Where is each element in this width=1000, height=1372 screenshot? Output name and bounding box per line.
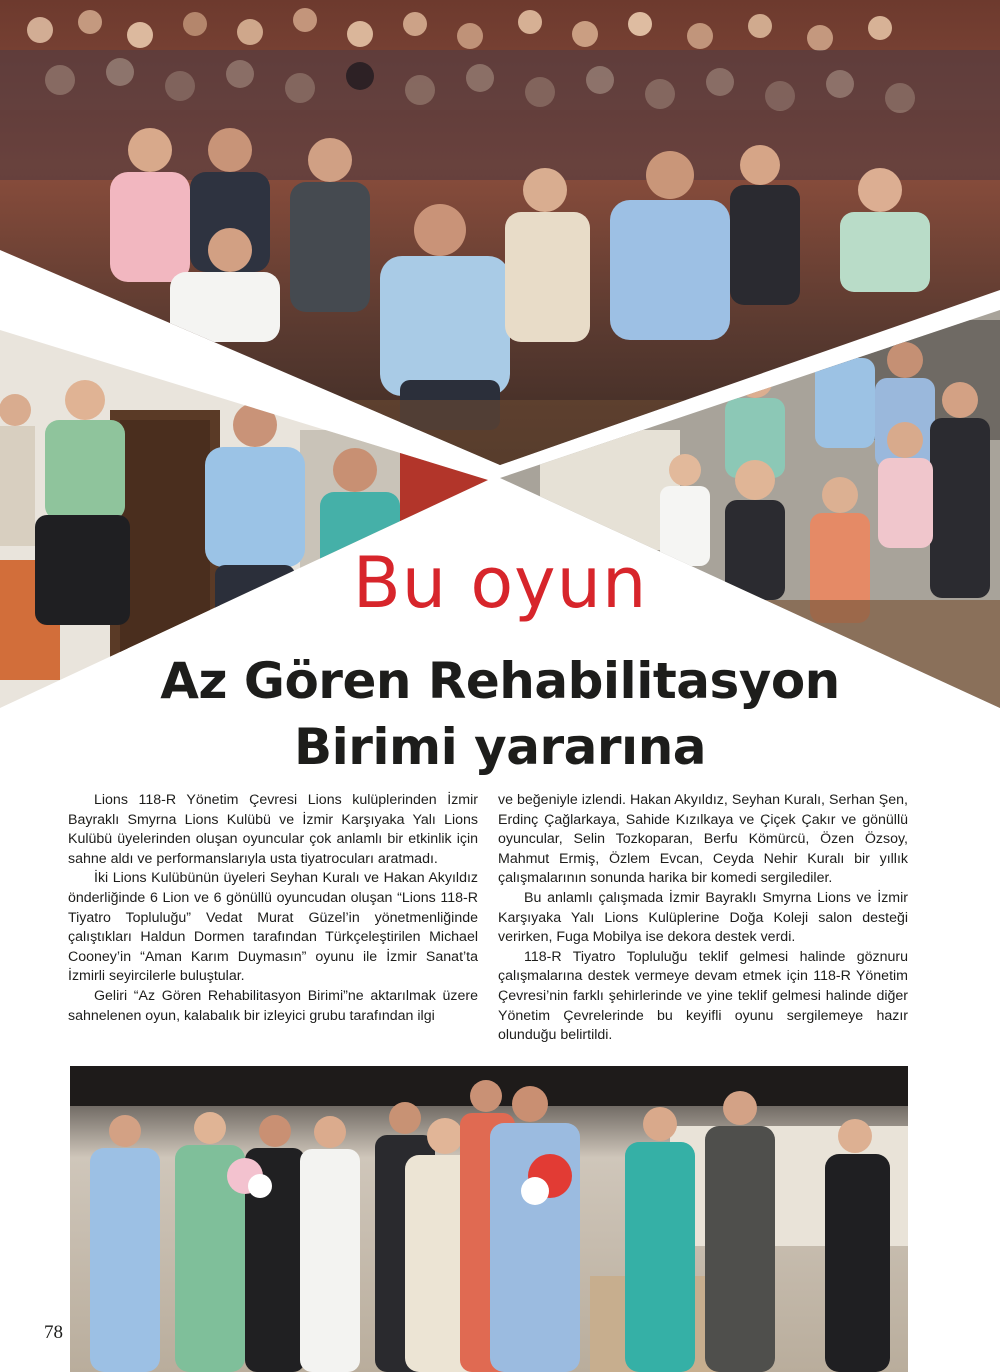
paragraph: 118-R Tiyatro Topluluğu teklif gelmesi halinde göznuru çalışmalarına destek vermeye devam etmek için 118-R Yönetim Çevresi’nin farklı şehirlerinde ve yine teklif gelmesi halinde diğer Yönetim Çevrelerinde bu keyifli oyunu sergilemeye hazır olunduğu belirtildi. bbox=[498, 948, 908, 1044]
article-body bbox=[68, 791, 908, 1053]
paragraph: Lions 118-R Yönetim Çevresi Lions kulüplerinden İzmir Bayraklı Smyrna Lions Kulübü ve İzmir Karşıyaka Yalı Lions Kulübü üyelerinden oluşan oyuncular çok anlamlı bir etkinlik için sahne aldı ve performanslarıyla usta tiyatrocuları aratmadı. bbox=[68, 792, 478, 867]
headline bbox=[0, 648, 1000, 780]
paragraph: İki Lions Kulübünün üyeleri Seyhan Kuralı ve Hakan Akyıldız önderliğinde 6 Lion ve 6 gönüllü oyuncudan oluşan “Lions 118-R Tiyatro Topluluğu” Vedat Murat Güzel’in yönetmenliğinde çalıştıkları Haldun Dormen tarafından Türkçeleştirilen Michael Cooney’in “Aman Karım Duymasın” oyunu ile İzmir Sanat’ta İzmirli seyircilerle buluştular. bbox=[68, 870, 478, 985]
headline-line-1: Az Gören Rehabilitasyon bbox=[160, 652, 840, 710]
paragraph: Geliri “Az Gören Rehabilitasyon Birimi”ne aktarılmak üzere sahnelenen oyun, kalabalık bir izleyici grubu tarafından ilgi bbox=[68, 987, 478, 1024]
paragraph: Bu anlamlı çalışmada İzmir Bayraklı Smyrna Lions ve İzmir Karşıyaka Yalı Lions Kulüplerine Doğa Koleji salon desteği verirken, Fuga Mobilya ise dekora destek verdi. bbox=[498, 889, 908, 946]
article-column-left bbox=[68, 791, 478, 1026]
paragraph-continuation: ve beğeniyle izlendi. Hakan Akyıldız, Seyhan Kuralı, Serhan Şen, Erdinç Çağlarkaya, Sahide Kızılkaya ve Çiçek Çakır ve gönüllü oyuncular, Selin Tozkoparan, Berfu Kömürcü, Özen Özsoy, Mahmut Ermiş, Özlem Evcan, Ceyda Nehir Kuralı bir yıllık çalışmalarının sonunda harika bir komedi sergilediler. bbox=[498, 792, 908, 887]
article-column-right bbox=[498, 791, 908, 1046]
photo-bottom-cast-bow bbox=[70, 1066, 908, 1372]
headline-line-2: Birimi yararına bbox=[293, 718, 707, 776]
page-number: 78 bbox=[44, 1322, 63, 1343]
headline-kicker: Bu oyun bbox=[352, 542, 648, 624]
